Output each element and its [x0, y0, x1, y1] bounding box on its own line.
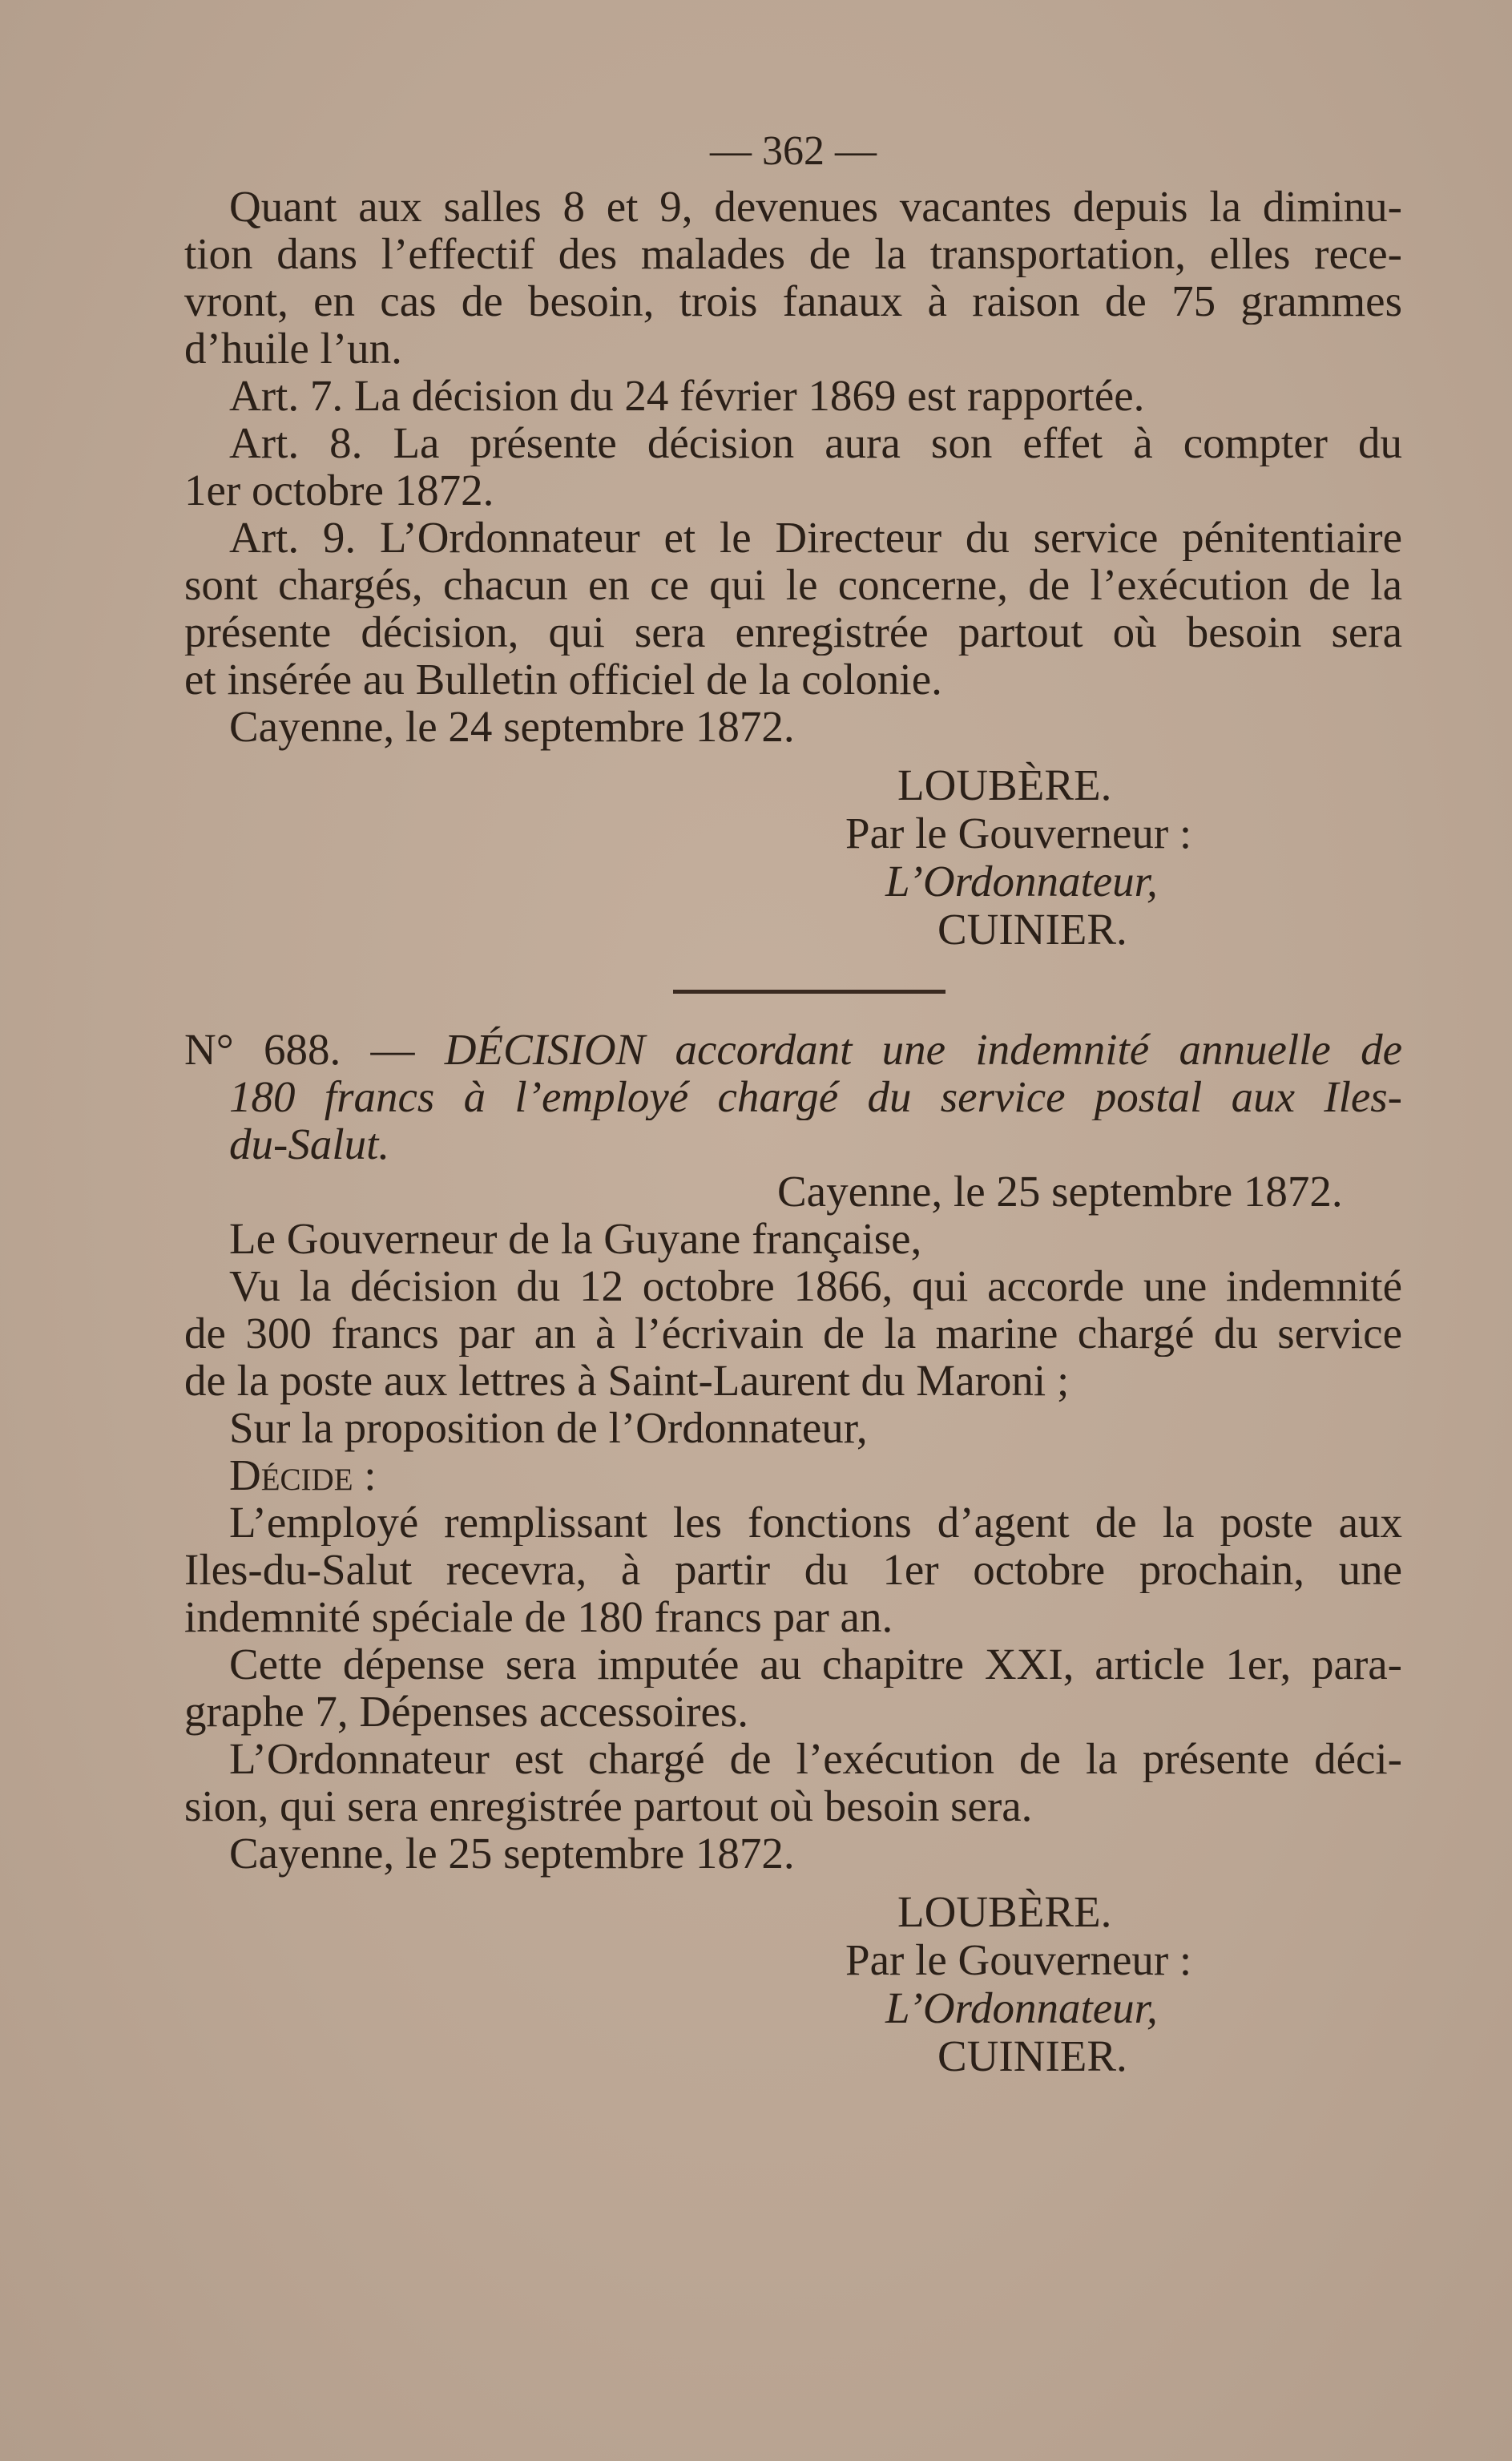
text-line: graphe 7, Dépenses accessoires.	[184, 1687, 749, 1736]
text-line: Cette dépense sera imputée au chapitre XXI, article 1er, para-	[229, 1640, 1402, 1688]
text-line: 1er octobre 1872.	[184, 466, 494, 514]
decision-heading-line: du-Salut.	[229, 1120, 390, 1168]
decision-number: N° 688. —	[184, 1026, 415, 1073]
signature-name-2: CUINIER.	[937, 905, 1127, 954]
page-text	[184, 120, 1402, 2080]
signature-role: L’Ordonnateur,	[885, 857, 1158, 906]
text-line: Art. 9. L’Ordonnateur et le Directeur du service pénitentiaire	[229, 514, 1402, 561]
text-line: présente décision, qui sera enregistrée partout où besoin sera	[184, 608, 1402, 656]
decision-heading-line: 180 francs à l’employé chargé du service postal aux Iles-	[229, 1073, 1402, 1120]
decision-title: DÉCISION accordant une indemnité annuelle de	[444, 1026, 1402, 1073]
text-line: tion dans l’effectif des malades de la transportation, elles rece-	[184, 230, 1402, 277]
decision-date: Cayenne, le 25 septembre 1872.	[777, 1167, 1343, 1216]
text-line: Quant aux salles 8 et 9, devenues vacantes depuis la diminu-	[229, 183, 1402, 230]
text-line: Décide :	[229, 1450, 377, 1499]
date-line: Cayenne, le 24 septembre 1872.	[229, 702, 795, 751]
text-line: Le Gouverneur de la Guyane française,	[229, 1214, 922, 1263]
page-number: — 362 —	[710, 128, 877, 174]
text-line: Sur la proposition de l’Ordonnateur,	[229, 1403, 868, 1452]
text-line: Art. 8. La présente décision aura son effet à compter du	[229, 419, 1402, 466]
signature-role: L’Ordonnateur,	[885, 1983, 1158, 2032]
text-line: L’employé remplissant les fonctions d’agent de la poste aux	[229, 1499, 1402, 1546]
text-line: sion, qui sera enregistrée partout où besoin sera.	[184, 1781, 1033, 1830]
text-line: sont chargés, chacun en ce qui le concerne, de l’exécution de la	[184, 561, 1402, 608]
signature-name: LOUBÈRE.	[897, 1887, 1112, 1936]
signature-by: Par le Gouverneur :	[845, 1935, 1192, 1984]
text-line: indemnité spéciale de 180 francs par an.	[184, 1592, 893, 1641]
text-line: Art. 7. La décision du 24 février 1869 est rapportée.	[229, 371, 1145, 420]
signature-name: LOUBÈRE.	[897, 760, 1112, 809]
text-line: Vu la décision du 12 octobre 1866, qui accorde une indemnité	[229, 1262, 1402, 1309]
date-line: Cayenne, le 25 septembre 1872.	[229, 1829, 795, 1878]
signature-name-2: CUINIER.	[937, 2031, 1127, 2080]
text-line: de la poste aux lettres à Saint-Laurent du Maroni ;	[184, 1356, 1070, 1405]
signature-by: Par le Gouverneur :	[845, 809, 1192, 857]
text-line: et insérée au Bulletin officiel de la colonie.	[184, 655, 942, 704]
text-line: Iles-du-Salut recevra, à partir du 1er octobre prochain, une	[184, 1546, 1402, 1593]
text-line: vront, en cas de besoin, trois fanaux à raison de 75 grammes	[184, 277, 1402, 325]
text-line: de 300 francs par an à l’écrivain de la marine chargé du service	[184, 1309, 1402, 1357]
text-line: L’Ordonnateur est chargé de l’exécution de la présente déci-	[229, 1735, 1402, 1782]
section-divider	[673, 990, 946, 994]
text-line: d’huile l’un.	[184, 324, 402, 373]
decision-heading	[184, 1026, 1402, 1073]
